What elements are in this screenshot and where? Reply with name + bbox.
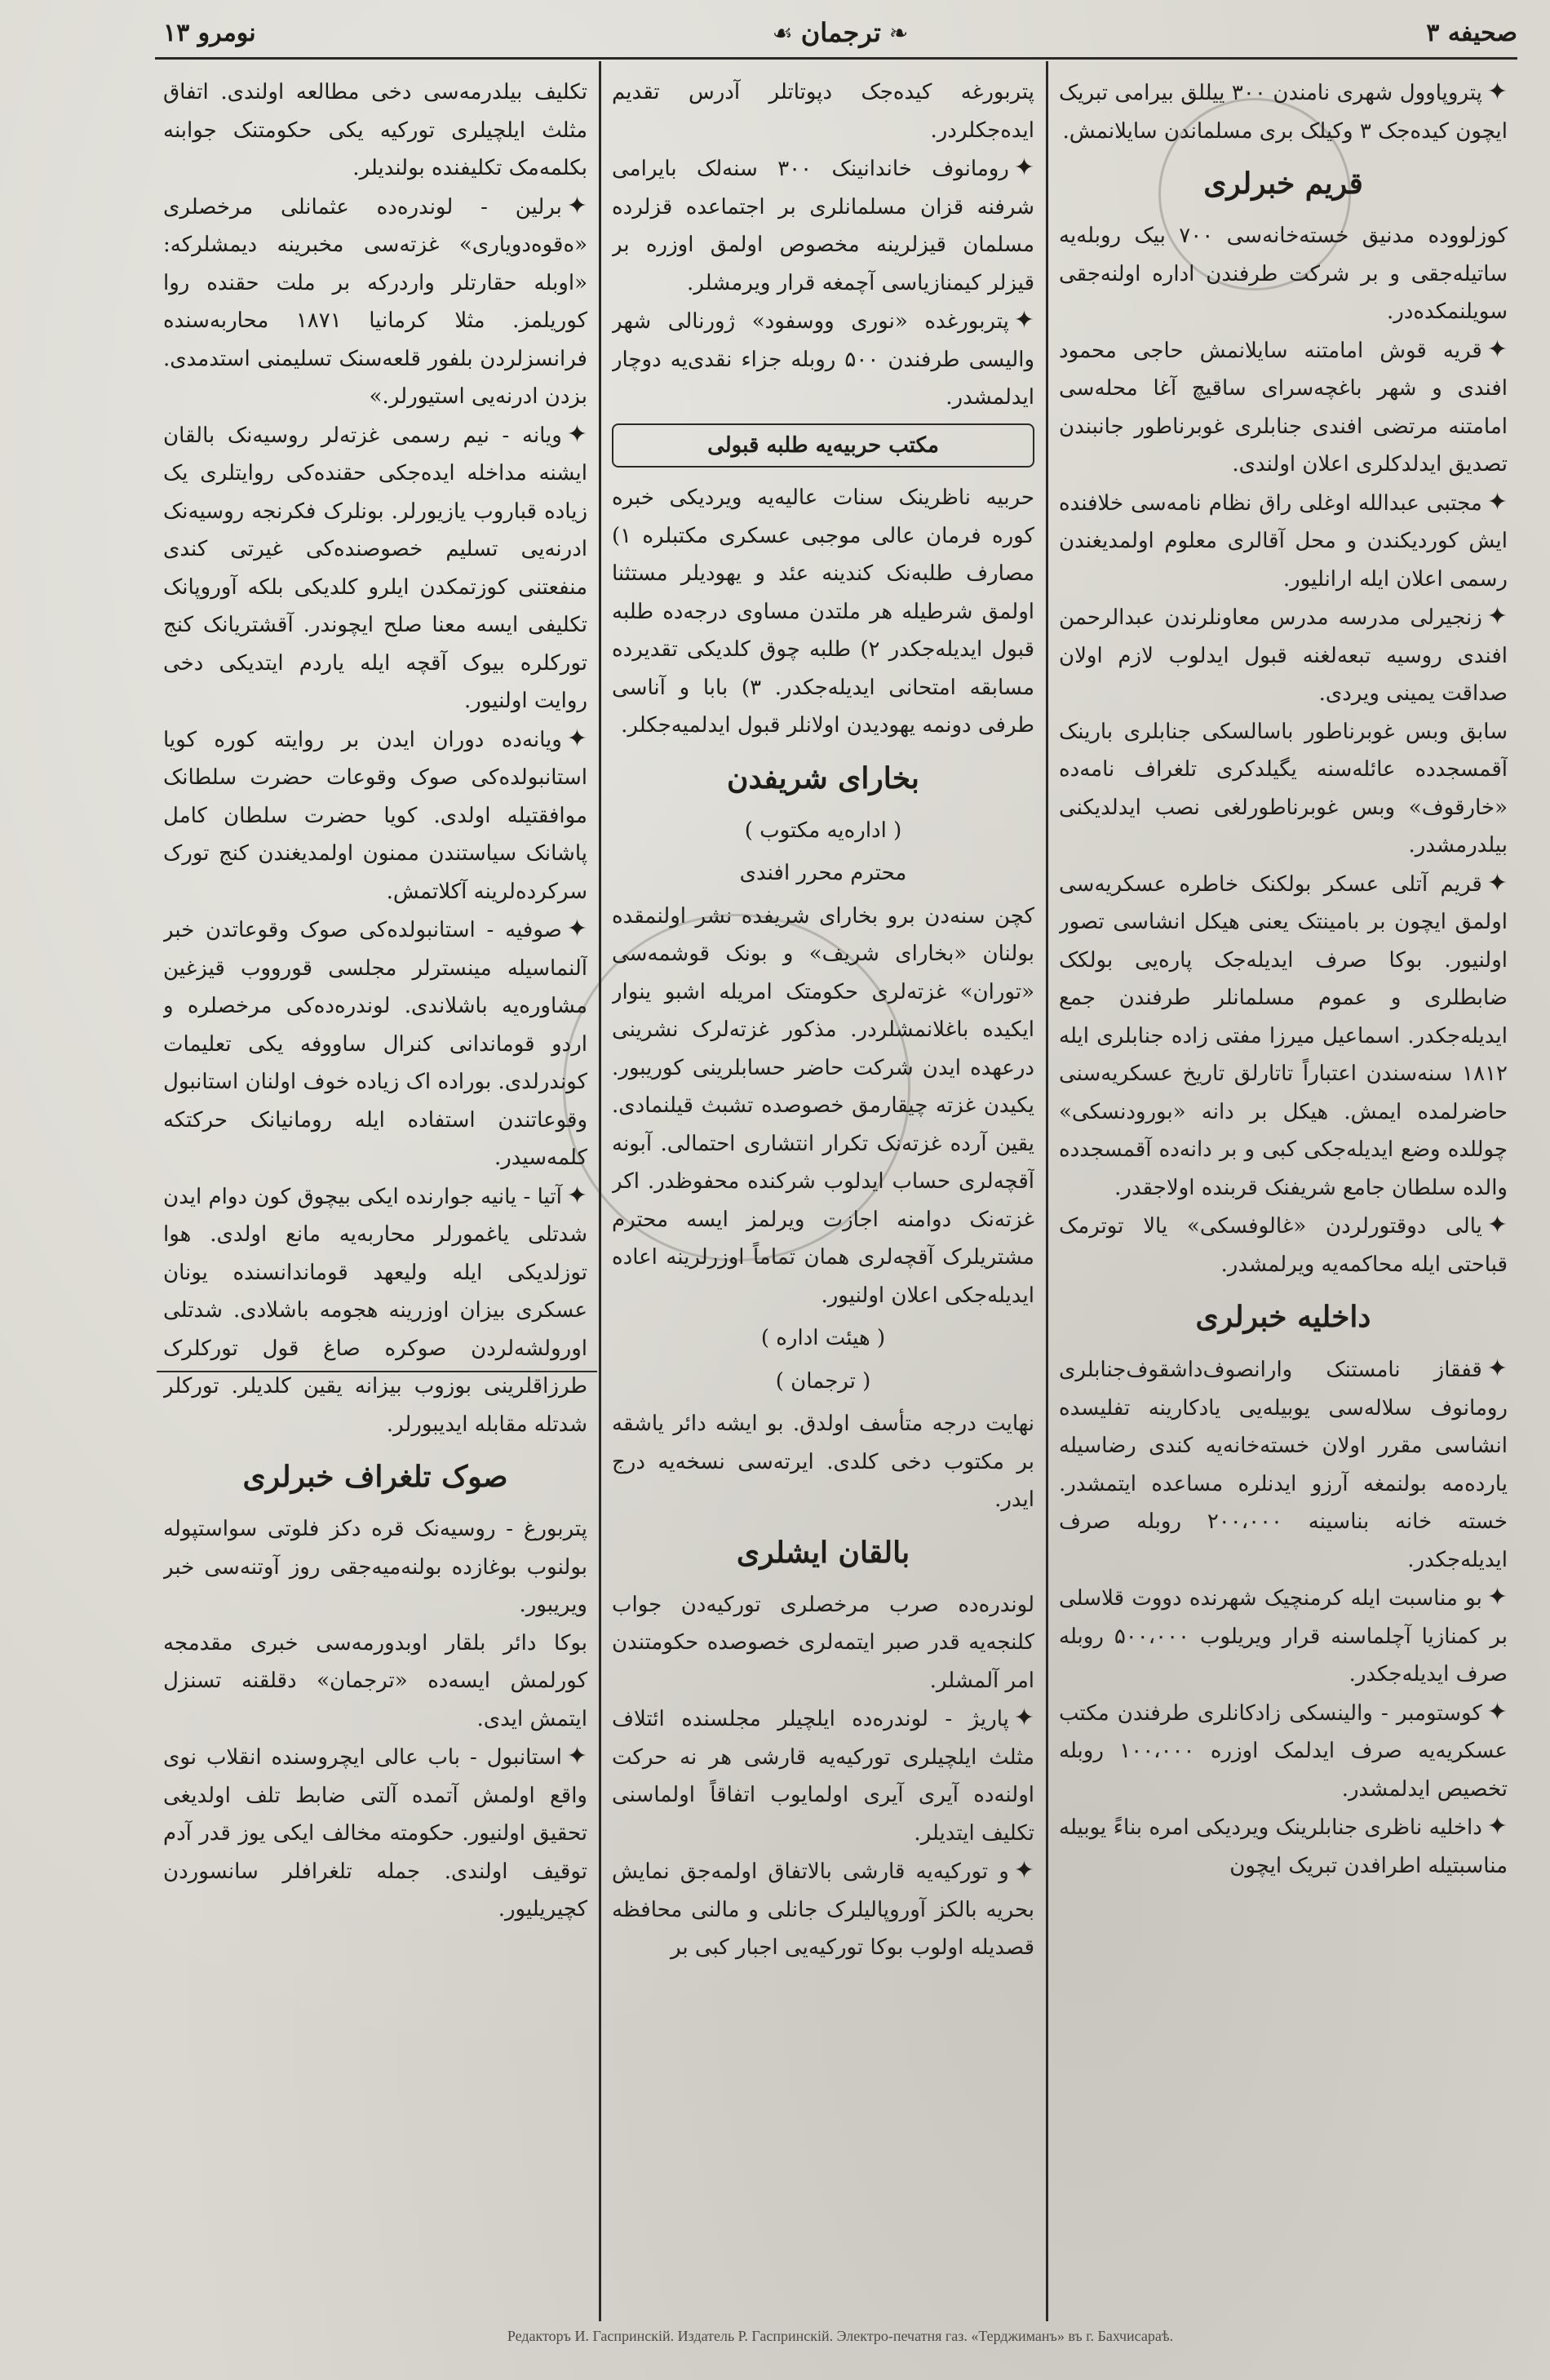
bullet-icon: ✦ bbox=[1013, 306, 1034, 335]
news-text: تکلیف بیلدرمه‌سی دخی مطالعه اولندی. اتفاق مثلث ایلچیلری تورکیه یکی حکومتنک جوابنه بکلمه‌مک تکلیفنده بولندیلر. bbox=[163, 80, 587, 180]
paragraph bbox=[612, 479, 1034, 745]
news-text: داخلیه ناظری جنابلرینک ویردیکی امره بناءً یوبیله مناسبتیله اطرافدن تبریک ایچون bbox=[1059, 1815, 1508, 1878]
news-text: بوکا دائر بلقار اوبدورمه‌سی خبری مقدمجه کورلمش ایسه‌ده «ترجمان» دقلقنه تسنزل ایتمش ایدی. bbox=[163, 1630, 587, 1731]
centered-line: محترم محرر افندی bbox=[739, 861, 907, 885]
section-heading: بالقان ایشلری bbox=[736, 1535, 910, 1570]
section-heading: صوک تلغراف خبرلری bbox=[242, 1460, 508, 1494]
signature-line: ( ترجمان ) bbox=[775, 1368, 871, 1394]
news-item bbox=[1059, 1694, 1508, 1809]
news-text: پتربورغه کیده‌جک دپوتاتلر آدرس تقدیم ایده‌جکلردر. bbox=[612, 80, 1034, 143]
bullet-icon: ✦ bbox=[566, 1742, 587, 1771]
news-text: و تورکیه‌یه قارشی بالاتفاق اولمه‌جق نمایش بحریه بالکز آوروپالیلرک جانلی و مالنی محافظه قصدیله اولوب بوکا تورکیه‌یی اجبار کبی بر bbox=[612, 1859, 1034, 1960]
paragraph bbox=[612, 1586, 1034, 1700]
news-text: کچن سنه‌دن برو بخارای شریفده نشر اولنمقده بولنان «بخارای شریف» و بونک قوشمه‌سی «توران» غزته‌لری حکومتک امریله اشبو ینوار ایکیده باغلانمشلردر. مذکور غزته‌لرک نشرینی درعهده ایدن شرکت حاضر حسابلرینی کوریبور. یکیدن غزته چیقارمق خصوصده تشبث قیلنمادی. یقین آرده غزته‌نک تکرار انتشاری احتمالی. آبونه آقچه‌لری حساب ایدلوب شرکنده محفوظدر. اکر غزته‌نک دوامنه اجازت ویرلمز ایسه محترم مشتریلرک آقچه‌لری همان تماماً اوزرلرینه اعاده ایدیله‌جکی اعلان اولنیور. bbox=[612, 903, 1034, 1308]
paragraph bbox=[612, 897, 1034, 1315]
bullet-icon: ✦ bbox=[566, 419, 587, 449]
boxed-heading: مکتب حربیه‌یه طلبه قبولی bbox=[612, 423, 1034, 468]
column-left bbox=[163, 73, 587, 2317]
column-right bbox=[1059, 73, 1508, 2317]
paragraph bbox=[163, 73, 587, 188]
news-item bbox=[1059, 1808, 1508, 1885]
news-text: پاریژ - لوندره‌ده ایلچیلر مجلسنده ائتلاف مثلث ایلچیلری تورکیه‌یه قارشی هر نه حرکت اولنه‌ده آیری آیری اولمایوب اتفاقاً اولماسنی تکلیف ایتدیلر. bbox=[612, 1707, 1034, 1846]
news-text: یالی دوقتورلردن «غالوفسکی» یالا توترمک قباحتی ایله محاکمه‌یه ویرلمشدر. bbox=[1059, 1214, 1508, 1277]
news-text: پتربورغده «نوری ووسفود» ژورنالی شهر والیسی طرفندن ۵۰۰ روبله جزاء نقدی‌یه دوچار ایدلمشدر. bbox=[612, 309, 1034, 410]
bullet-icon: ✦ bbox=[1486, 1697, 1508, 1726]
bullet-icon: ✦ bbox=[1486, 1812, 1508, 1841]
news-text: بو مناسبت ایله کرمنچیک شهرنده دووت قلاسلی بر کمنازیا آچلماسنه قرار ویریلوب ۵۰۰،۰۰۰ روبله صرف ایدیله‌جکدر. bbox=[1059, 1586, 1508, 1686]
paragraph bbox=[163, 1510, 587, 1624]
bullet-icon: ✦ bbox=[1013, 1704, 1034, 1732]
column-middle bbox=[612, 73, 1034, 2317]
news-text: سابق وبس غوبرناطور باسالسکی جنابلری بارینک آقمسجدده عائله‌سنه یگیلدکری تلغراف نامه‌ده «خارقوف» وبس غوبرناطورلغی نصب ایدلدیکنی بیلدرمشدر. bbox=[1059, 719, 1508, 858]
imprint-line: Редакторъ И. Гаспринскій. Издатель Р. Гаспринскій. Электро-печатня газ. «Терджиманъ» въ г. Бахчисараѣ. bbox=[507, 2328, 1174, 2344]
bullet-icon: ✦ bbox=[566, 724, 587, 753]
news-item bbox=[163, 1738, 587, 1929]
news-text: پتربورغ - روسیه‌نک قره دکز فلوتی سواستپوله بولنوب بوغازده بولنه‌میه‌جقی روز آوتنه‌سی خبر ویریبور. bbox=[163, 1517, 587, 1617]
news-item bbox=[612, 302, 1034, 417]
section-heading: داخلیه خبرلری bbox=[1195, 1300, 1371, 1334]
news-text: پتروپاوول شهری نامندن ۳۰۰ ییللق بیرامی تبریک ایچون کیده‌جک ۳ وکیلک بری مسلماندن سایلانمش. bbox=[1059, 81, 1508, 144]
paragraph bbox=[612, 73, 1034, 149]
news-item bbox=[163, 416, 587, 720]
header-rule bbox=[155, 57, 1517, 60]
news-text: کوستومبر - والینسکی زادکانلری طرفندن مکتب عسکریه‌یه صرف ایدلمک اوزره ۱۰۰،۰۰۰ روبله تخصیص ایدلمشدر. bbox=[1059, 1700, 1508, 1802]
paragraph bbox=[1059, 217, 1508, 331]
ornament-left-icon: ☙ bbox=[772, 19, 793, 47]
news-text: حربیه ناظرینک سنات عالیه‌یه ویردیکی خبره کوره فرمان عالی موجبی عسکری مکتبلره ۱) مصارف طلبه‌نک کندینه عئد و یهودیلر مستثنا اولمق شرطیله هر ملتدن مساوی درجه‌ده طلبه قبول ایدیله‌جکدر ۲) طلبه چوق کلدیکی تقدیرده مسابقه امتحانی ایدیله‌جکدر. ۳) بابا و آناسی طرفی دونمه یهودیدن اولانلر قبول ایدلمیه‌جکلر. bbox=[612, 485, 1034, 738]
bullet-icon: ✦ bbox=[1486, 868, 1508, 897]
news-text: مجتبی عبدالله اوغلی راق نظام نامه‌سی خلافنده ایش کوردیکندن و محل آقالری معلوم اولمدیغندن رسمی اعلان ایله ارانلیور. bbox=[1059, 490, 1508, 592]
bullet-icon: ✦ bbox=[566, 1181, 587, 1210]
centered-line: ( اداره‌یه مکتوب ) bbox=[744, 818, 902, 843]
news-text: قریم آتلی عسکر بولکنک خاطره عسکریه‌سی اولمق ایچون بر بامینتک یعنی هیکل انشاسی تصور اولنیور. بوکا صرف ایدیله‌جک پاره‌یی بولکک ضابطلری و عموم مسلمانلر طرفندن جمع ایدیله‌جکدر. اسماعیل میرزا مفتی زاده جنابلری ایله ۱۸۱۲ سنه‌سندن اعتباراً تاتارلق تاریخ عسکریه‌سنی حاضرلمده ایمش. هیکل بر دانه «بورودنسکی» چوللده وضع ایدیله‌جکی کبی و بر دانه‌ده آقمسجدده والده سلطان جامع شریفنک قربنده اولاجقدر. bbox=[1059, 871, 1508, 1200]
news-item bbox=[1059, 1350, 1508, 1579]
bullet-icon: ✦ bbox=[1486, 1211, 1508, 1239]
page-number: صحیفه ۳ bbox=[1426, 18, 1517, 47]
bullet-icon: ✦ bbox=[1013, 1856, 1034, 1885]
bullet-icon: ✦ bbox=[1486, 1354, 1508, 1383]
paragraph bbox=[1059, 713, 1508, 865]
news-item bbox=[163, 1177, 587, 1444]
news-text: نهایت درجه متأسف اولدق. بو ایشه دائر یاشقه بر مکتوب دخی کلدی. ایرته‌سی نسخه‌یه درج ایدر. bbox=[612, 1412, 1034, 1512]
news-text: برلین - لوندره‌ده عثمانلی مرخصلری «ه‌قوه‌دو‌یاری» غزته‌سی مخبرینه دیمشلرکه: «اوبله حقارتلر واردرکه بر ملت حقنده روا کوریلمز. مثلا کرمانیا ۱۸۷۱ محاربه‌سنده فرانسزلردن بلفور قلعه‌سنک تسلیمنی استدمدی. بزدن ادرنه‌یی استیورلر.» bbox=[163, 194, 587, 409]
bullet-icon: ✦ bbox=[566, 191, 587, 220]
news-item bbox=[612, 149, 1034, 302]
news-item bbox=[1059, 331, 1508, 484]
column-divider-left bbox=[599, 61, 601, 2321]
news-text: لوندره‌ده صرب مرخصلری تورکیه‌دن جواب کلنجه‌یه قدر صبر ایتمه‌لری خصوصده حکومتندن امر آلمشلر. bbox=[612, 1592, 1034, 1693]
bullet-icon: ✦ bbox=[1486, 602, 1508, 631]
news-item bbox=[1059, 1579, 1508, 1694]
news-text: ویانه - نیم رسمی غزته‌لر روسیه‌نک بالقان ایشنه مداخله ایده‌جکی حقنده‌کی روایتلری یک زیاده قباروب یازیورلر. بونلرک فکرنجه روسیه‌نک ادرنه‌یی تسلیم خصوصنده‌کی غیرتی کندی منفعتنی کوزتمکدن ایلرو کلدیکی بلکه آوروپانک تکلیفی ایسه معنا صلح ایچوندر. آقشتریانک کنج تورکلره بیوک آقچه ایله یاردم ایتدیکی دخی روایت اولنیور. bbox=[163, 423, 587, 713]
news-item bbox=[612, 1700, 1034, 1852]
paper-title: ترجمان bbox=[800, 17, 881, 48]
news-item bbox=[1059, 73, 1508, 150]
page-header bbox=[163, 11, 1517, 54]
ornament-right-icon: ❧ bbox=[888, 19, 909, 47]
news-text: کوزلووده مدنیق خسته‌خانه‌سی ۷۰۰ بیک روبله‌یه ساتیله‌جقی و بر شرکت طرفندن اداره اولنه‌جقی سویلنمکده‌در. bbox=[1059, 224, 1508, 324]
news-item bbox=[1059, 865, 1508, 1208]
paragraph bbox=[612, 1405, 1034, 1519]
news-item bbox=[612, 1852, 1034, 1967]
bullet-icon: ✦ bbox=[1486, 487, 1508, 516]
news-item bbox=[163, 188, 587, 416]
masthead bbox=[773, 17, 909, 48]
news-text: استانبول - باب عالی ایچروسنده انقلاب نوی واقع اولمش آتمده آلتی ضابط تلف اولدیغی تحقیق اولنیور. حکومته مخالف ایکی یوز قدر آدم توقیف اولندی. جمله تلغرافلر سانسوردن کچیریلیور. bbox=[163, 1745, 587, 1921]
section-heading: بخارای شریفدن bbox=[727, 760, 919, 796]
news-text: قریه قوش امامتنه سایلانمش حاجی محمود افندی و شهر باغچه‌سرای ساقیچ آغا محله‌سی امامتنه مرتضی افندی جنابلری غوبرناطور جانبندن تصدیق ایدلدکلری اعلان اولندی. bbox=[1059, 338, 1508, 476]
bullet-icon: ✦ bbox=[1013, 153, 1034, 182]
column-divider-right bbox=[1046, 61, 1048, 2321]
news-text: قفقاز نامستنک وارانصوف‌داشقوف‌جنابلری رومانوف سلاله‌سی یوبیله‌یی یادکارینه تفلیسده انشاسی مقرر اولان خسته‌خانه‌یه کندی رضاسیله یارده‌مه بولنمغه آرزو ایدنلره مساعده ایتمشدر. خسته خانه بناسینه ۲۰۰،۰۰۰ روبله صرف ایدیله‌جکدر. bbox=[1059, 1358, 1508, 1572]
news-text: صوفیه - استانبولده‌کی صوک وقوعاتدن خبر آلنماسیله مینسترلر مجلسی قورووب قیزغین مشاوره‌یه باشلاندی. لوندره‌ده‌کی مرخصلره و اردو قوماندانی کنرال ساووفه یکی تعلیمات کوندرلدی. بوراده اک زیاده خوف اولنان استانبول وقوعاتندن استفاده ایله رومانیانک حرکتکه کلمه‌سیدر. bbox=[163, 918, 587, 1170]
bullet-icon: ✦ bbox=[1486, 1583, 1508, 1611]
news-text: آتیا - یانیه جوارنده ایکی بیچوق کون دوام ایدن شدتلی یاغمورلر محاربه‌یه مانع اولدی. هوا توزلدیکی ایله ولیعهد قوماندانسنده یونان عسکری بیزان اوزرینه هجومه باشلادی. شدتلی اورولشه‌لردن صوکره صاغ قول تورکلرک طرزاقلرینی بوزوب بیزانه یقین کلدیلر. تورکلر شدتله مقابله ایدیبورلر. bbox=[163, 1184, 587, 1437]
news-item bbox=[163, 911, 587, 1177]
news-text: ویانه‌ده دوران ایدن بر روایته کوره کویا استانبولده‌کی صوک وقوعات حضرت سلطانک موافقتیله اولدی. کویا حضرت سلطان کامل پاشانک سیاستندن ممنون اولمدیغندن کنج تورک سرکرده‌لرینه آکلاتمش. bbox=[163, 727, 587, 904]
paragraph bbox=[163, 1624, 587, 1739]
issue-number: نومرو ۱۳ bbox=[163, 18, 256, 47]
news-item bbox=[163, 720, 587, 911]
bullet-icon: ✦ bbox=[1486, 78, 1508, 106]
news-item bbox=[1059, 484, 1508, 599]
section-heading: قریم خبرلری bbox=[1203, 166, 1363, 201]
bullet-icon: ✦ bbox=[566, 915, 587, 943]
bullet-icon: ✦ bbox=[1486, 335, 1508, 364]
news-text: رومانوف خاندانینک ۳۰۰ سنه‌لک بایرامی شرفنه قزان مسلمانلری بر اجتماعده قزلرده مسلمان قیزلرینه مخصوص اولمق اوزره بر قیزلر کیمنازیاسی آچمغه قرار ویرمشلر. bbox=[612, 157, 1034, 295]
news-item bbox=[1059, 598, 1508, 713]
news-text: زنجیرلی مدرسه مدرس معاونلرندن عبدالرحمن افندی روسیه تبعه‌لغنه قبول ایدلوب لازم اولان صداقت یمینی ویردی. bbox=[1059, 605, 1508, 706]
signature-line: ( هیئت اداره ) bbox=[760, 1326, 886, 1350]
news-item bbox=[1059, 1207, 1508, 1283]
